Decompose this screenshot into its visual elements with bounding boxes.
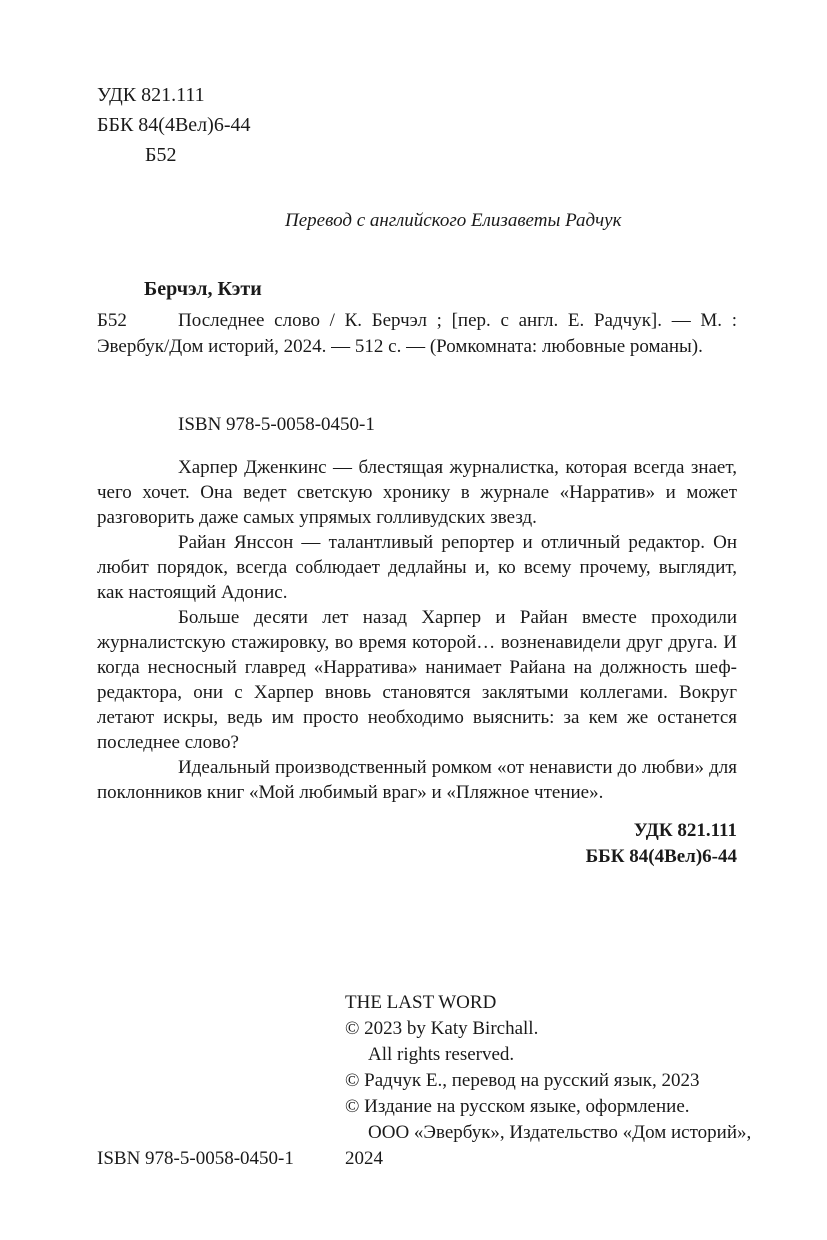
udk-code-bottom: УДК 821.111 bbox=[633, 820, 737, 841]
copyright-line: © Радчук Е., перевод на русский язык, 2023 bbox=[345, 1070, 700, 1091]
annotation-paragraph: Харпер Дженкинс — блестящая журналистка, которая всегда знает, чего хочет. Она ведет светскую хронику в журнале «Нарратив» и может разговорить даже самых упрямых голливудских звезд. bbox=[97, 457, 737, 528]
bbk-code-bottom: ББК 84(4Вел)6-44 bbox=[585, 846, 737, 867]
bib-author-heading: Берчэл, Кэти bbox=[144, 278, 262, 300]
bib-description: Последнее слово / К. Берчэл ; [пер. с англ. Е. Радчук]. — М. : Эвербук/Дом историй, 2024. — 512 с. — (Ромкомната: любовные романы). bbox=[97, 310, 737, 357]
annotation-paragraph: Больше десяти лет назад Харпер и Райан вместе проходили журналистскую стажировку, во время которой… возненавидели друг друга. И когда несносный главред «Нарратива» нанимает Райана на должность шеф-редактора, они с Харпер вновь становятся заклятыми коллегами. Вокруг летают искры, ведь им просто необходимо выяснить: за кем же останется последнее слово? bbox=[97, 607, 737, 753]
copyright-line: ООО «Эвербук», Издательство «Дом историй», bbox=[368, 1122, 752, 1143]
classification-codes-top bbox=[97, 80, 251, 170]
copyright-line: © 2023 by Katy Birchall. bbox=[345, 1018, 539, 1039]
bbk-code-top: ББК 84(4Вел)6-44 bbox=[97, 114, 251, 136]
annotation-paragraph: Райан Янссон — талантливый репортер и отличный редактор. Он любит порядок, всегда соблюдает дедлайны и, ко всему прочему, выглядит, как настоящий Адонис. bbox=[97, 532, 737, 603]
author-sign-entry: Б52 bbox=[97, 310, 127, 331]
isbn-statement: ISBN 978-5-0058-0450-1 bbox=[178, 414, 375, 435]
classification-codes-bottom bbox=[97, 818, 737, 870]
original-title: THE LAST WORD bbox=[345, 992, 497, 1013]
copyright-block bbox=[345, 990, 751, 1172]
udk-code-top: УДК 821.111 bbox=[97, 84, 205, 106]
bibliographic-entry bbox=[97, 308, 737, 360]
isbn-bottom: ISBN 978-5-0058-0450-1 bbox=[97, 1148, 294, 1169]
copyright-line: 2024 bbox=[345, 1148, 383, 1169]
author-sign-top: Б52 bbox=[145, 144, 177, 166]
translator-credit: Перевод с английского Елизаветы Радчук bbox=[285, 210, 622, 231]
annotation-paragraph: Идеальный производственный ромком «от ненависти до любви» для поклонников книг «Мой любимый враг» и «Пляжное чтение». bbox=[97, 757, 737, 803]
copyright-line: All rights reserved. bbox=[368, 1044, 515, 1065]
copyright-line: © Издание на русском языке, оформление. bbox=[345, 1096, 690, 1117]
annotation-block bbox=[97, 455, 737, 805]
